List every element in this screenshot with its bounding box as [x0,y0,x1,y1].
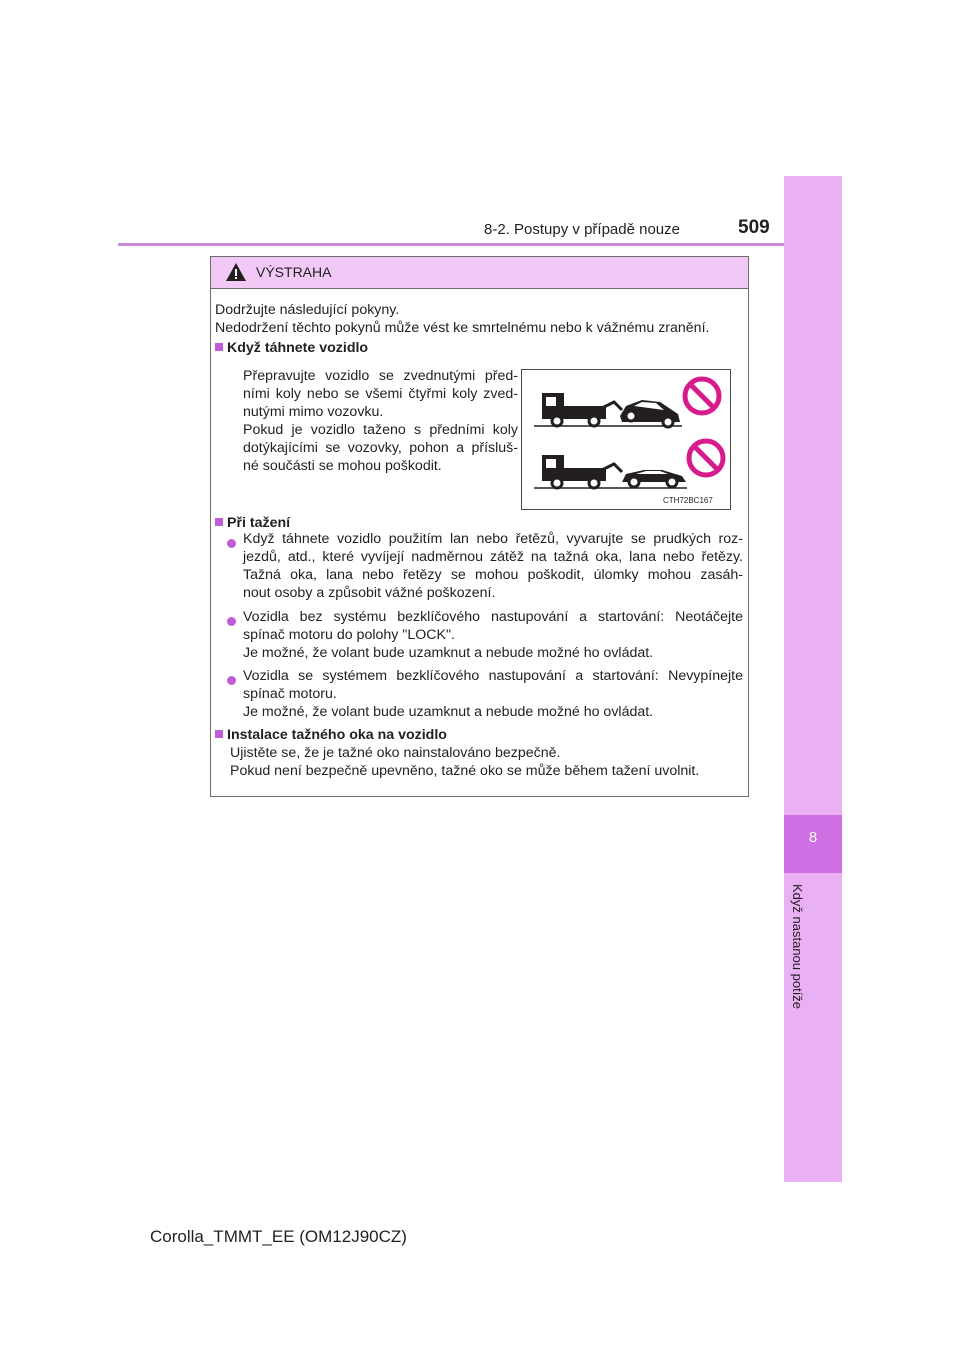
dot-bullet-icon [227,613,236,631]
section-heading-during-towing: Při tažení [215,514,290,532]
square-bullet-icon [215,518,223,526]
tow-truck-illustration [522,370,730,509]
section-heading-tow-eye: Instalace tažného oka na vozidlo [215,726,447,744]
header-divider [118,243,786,246]
illustration-code: CTH72BC167 [663,496,713,505]
square-bullet-icon [215,343,223,351]
warning-intro-line: Dodržujte následující pokyny. [215,302,400,318]
warning-triangle-icon [225,262,247,282]
bullet-text: Vozidla bez systému bezklíčového nastupování a startování: Neotáčejte spínač motoru do polohy "LOCK". Je možné, že volant bude uzamknut a nebude možné ho ovládat. [243,609,743,661]
bullet-text: Když táhnete vozidlo použitím lan nebo řetězů, vyvarujte se prudkých roz- jezdů, atd., které vyvíjejí nadměrnou zátěž na tažná oka, lana nebo řetězy. Tažná oka, lana nebo řetězy se mohou poškodit, úlomky mohou zasáh- nout osoby a způsobit vážné poškození. [243,531,743,601]
towing-illustration [521,369,731,510]
dot-bullet-icon [227,535,236,553]
tow-eye-text: Ujistěte se, že je tažné oko nainstalováno bezpečně. Pokud není bezpečně upevněno, tažné oko se může během tažení uvolnit. [230,745,700,779]
square-bullet-icon [215,730,223,738]
warning-title: VÝSTRAHA [256,264,332,280]
footer-document-id: Corolla_TMMT_EE (OM12J90CZ) [150,1227,407,1246]
bullet-text: Vozidla se systémem bezklíčového nastupování a startování: Nevypínejte spínač motoru. Je možné, že volant bude uzamknut a nebude možné ho ovládat. [243,668,743,720]
dot-bullet-icon [227,672,236,690]
towing-text: Přepravujte vozidlo se zvednutými před- ními koly nebo se všemi čtyřmi koly zved- nutými mimo vozovku. Pokud je vozidlo taženo s předními koly dotýkajícími se vozovky, pohon a přísluš- né součásti se mohou poškodit. [243,368,518,474]
warning-intro-line: Nedodržení těchto pokynů může vést ke smrtelnému nebo k vážnému zranění. [215,320,710,336]
chapter-title: Když nastanou potíže [790,884,805,1010]
section-heading-towing: Když táhnete vozidlo [215,339,368,357]
chapter-side-tab [784,176,842,1182]
chapter-number: 8 [808,829,818,846]
section-title: 8-2. Postupy v případě nouze [484,221,680,238]
page-number: 509 [738,217,770,238]
